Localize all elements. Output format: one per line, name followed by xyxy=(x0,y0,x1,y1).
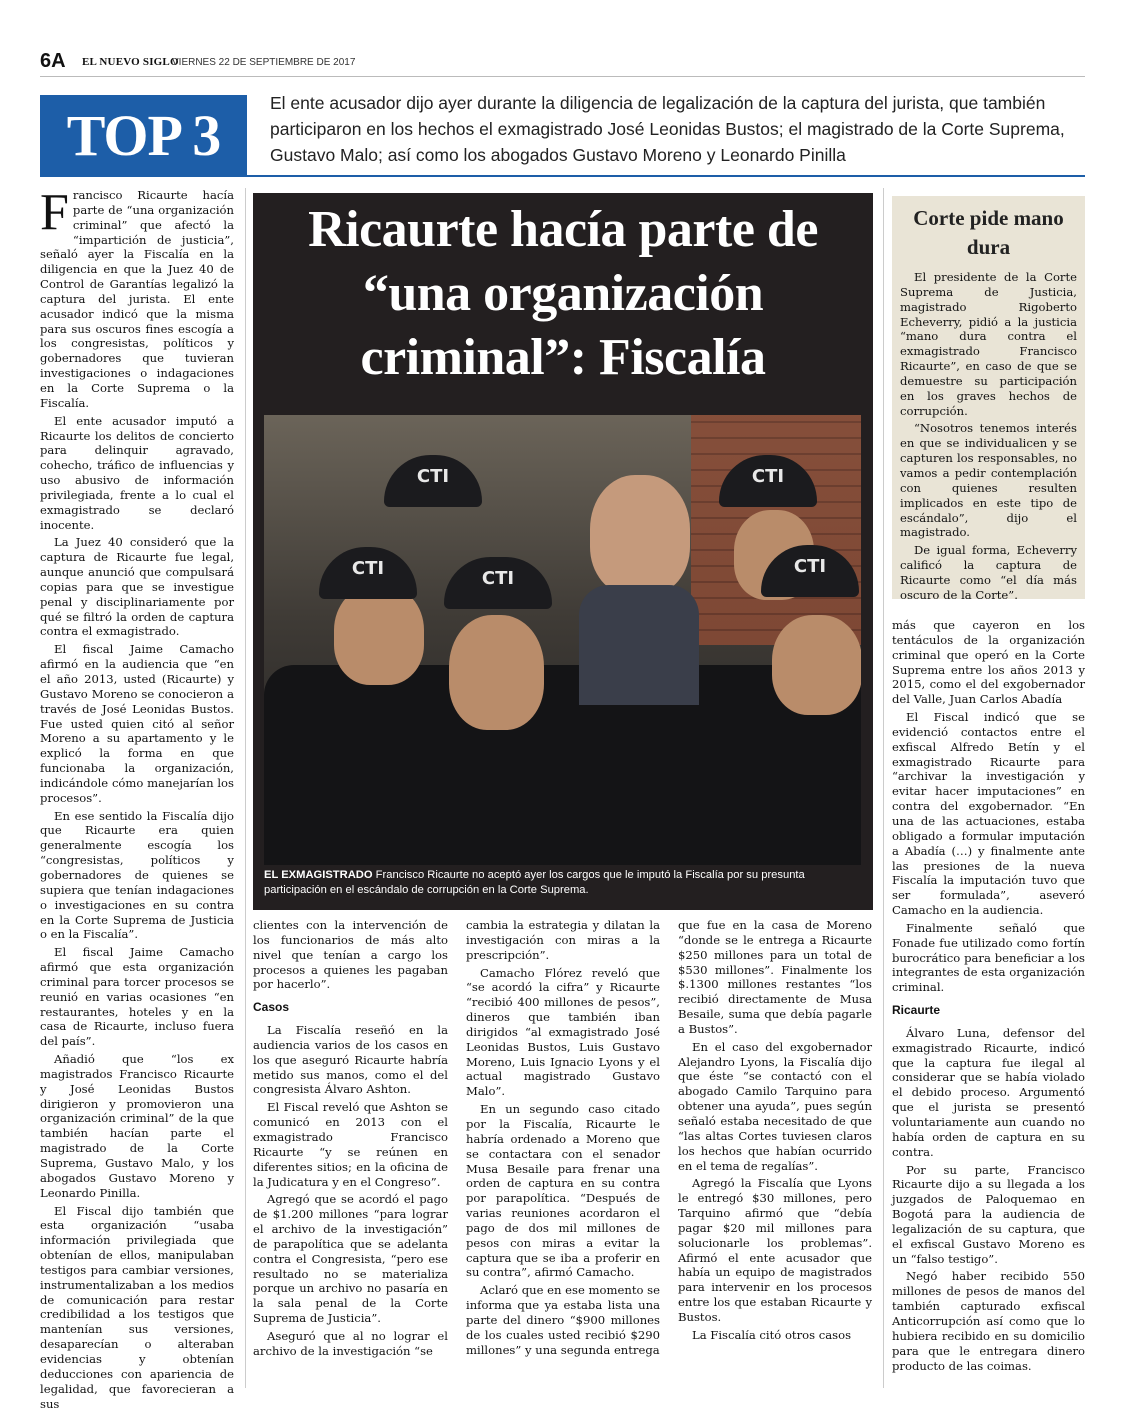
cti-cap: CTI xyxy=(319,547,417,599)
paragraph: más que cayeron en los tentáculos de la organización criminal que operó en la Corte Suprema entre los años 2013 y 2015, como el del exgobernador del Valle, Juan Carlos Abadía xyxy=(892,618,1085,707)
article-column-2 xyxy=(253,918,448,1362)
paragraph: Álvaro Luna, defensor del exmagistrado Ricaurte, indicó que la captura fue ilegal al considerar que se había violado el debido proceso. Argumentó que el jurista se presentó voluntariamente aun cuando no había orden de captura en su contra. xyxy=(892,1025,1085,1159)
paragraph: De igual forma, Echeverry calificó la captura de Ricaurte como “el día más oscuro de la Corte”. xyxy=(900,543,1077,602)
sidebar-text xyxy=(900,270,1077,606)
paragraph: Negó haber recibido 550 millones de pesos de manos del también capturado exfiscal Anticorrupción así como que lo hubiera recibido en su domicilio para que le entregara dinero producto de las coimas. xyxy=(892,1269,1085,1373)
article-column-3 xyxy=(466,918,660,1360)
officer-face xyxy=(772,615,861,715)
paragraph: que fue en la casa de Moreno “donde se le entrega a Ricaurte $250 millones para un total de $530 millones”. Finalmente los $.1300 millones restantes “los recibió directamente de Musa Besaile, suma que debía pagarle a Bustos”. xyxy=(678,918,872,1036)
paragraph: Añadió que “los ex magistrados Francisco Ricaurte y José Leonidas Bustos dirigieron y promovieron una organización criminal” de la que también hacían parte el magistrado de la Corte Suprema, Gustavo Malo, y los abogados Gustavo Moreno y Leonardo Pinilla. xyxy=(40,1052,234,1200)
cti-cap: CTI xyxy=(761,545,859,597)
subheading: Ricaurte xyxy=(892,1003,941,1018)
news-photo xyxy=(264,415,861,865)
paragraph: Agregó la Fiscalía que Lyons le entregó $30 millones, pero Tarquino afirmó que “debía pagar $20 mil millones para solucionarle los problemas”. Afirmó el ente acusador que había un equipo de magistrados para intervenir en los procesos entre los que estaban Ricaurte y Bustos. xyxy=(678,1176,872,1324)
paragraph: Por su parte, Francisco Ricaurte dijo a su llegada a los juzgados de Paloquemao en Bogotá para la audiencia de legalización de su captura, que el exfiscal Gustavo Moreno es un “falso testigo”. xyxy=(892,1162,1085,1266)
newspaper-name: EL NUEVO SIGLO xyxy=(82,56,179,68)
paragraph: En el caso del exgobernador Alejandro Lyons, la Fiscalía dijo que éste “se contactó con el abogado Camilo Tarquino para obtener una ayuda”, pues según señaló estaba necesitado de que “las altas Cortes tuviesen claros los hechos que habían ocurrido en el tema de regalías”. xyxy=(678,1039,872,1173)
paragraph: cambia la estrategia y dilatan la investigación con miras a la prescripción”. xyxy=(466,918,660,962)
caption-lead: EL EXMAGISTRADO xyxy=(264,869,373,881)
sidebar-title: Corte pide mano dura xyxy=(913,206,1064,259)
caption-text: Francisco Ricaurte no aceptó ayer los cargos que le imputó la Fiscalía por su presunta participación en el escándalo de corrupción en la Corte Suprema. xyxy=(264,869,805,896)
subheading: Casos xyxy=(253,1000,290,1015)
paragraph: Aseguró que al no lograr el archivo de la investigación “se xyxy=(253,1328,448,1358)
paragraph: Francisco Ricaurte hacía parte de “una organización criminal” que afectó la “impartición de justicia”, señaló ayer la Fiscalía en la diligencia en que la Juez 40 de Control de Garantías legalizó la captura del jurista. El ente acusador indicó que la misma para sus oscuros fines escogía a los congresistas, políticos y gobernadores que tuvieran investigaciones o indagaciones en la Corte Suprema o la Fiscalía. xyxy=(40,184,234,410)
detainee-face xyxy=(590,475,690,595)
paragraph: El fiscal Jaime Camacho afirmó en la audiencia que “en el año 2013, usted (Ricaurte) y Gustavo Moreno se conocieron a través de José Leonidas Bustos. Fue usted quien citó al señor Moreno a su apartamento y le explicó la forma en que funcionaba la organización, indicándole cómo manejarían los procesos”. xyxy=(40,642,234,805)
photo-caption xyxy=(264,868,864,898)
paragraph: clientes con la intervención de los funcionarios de más alto nivel que tenían a cargo los procesos a quienes les pagaban por hacerlo”. xyxy=(253,918,448,992)
paragraph: Aclaró que en ese momento se informa que ya estaba lista una parte del dinero “$900 millones de los cuales usted recibió $290 millones” y una segunda entrega xyxy=(466,1283,660,1357)
headline: Ricaurte hacía parte de “una organización criminal”: Fiscalía xyxy=(308,201,818,386)
paragraph: El fiscal Jaime Camacho afirmó que esta organización criminal para torcer procesos se reunió en varias ocasiones “en restaurantes, hoteles y en la casa de Ricaurte, incluso fuera del país”. xyxy=(40,945,234,1049)
paragraph: La Juez 40 consideró que la captura de Ricaurte fue legal, aunque anunció que compulsará copias para que se investigue penal y disciplinariamente por qué se filtró la orden de captura contra el exmagistrado. xyxy=(40,535,234,639)
paragraph: La Fiscalía reseñó en la audiencia varios de los casos en los que aseguró Ricaurte habría metido sus manos, como el del congresista Álvaro Ashton. xyxy=(253,1023,448,1097)
paragraph: El Fiscal reveló que Ashton se comunicó en 2013 con el exmagistrado Francisco Ricaurte “y se reúnen en diferentes sitios; en la oficina de la Judicatura y en el Congreso”. xyxy=(253,1100,448,1189)
paragraph: En un segundo caso citado por la Fiscalía, Ricaurte le habría ordenado a Moreno que se contactara con el senador Musa Besaile para frenar una orden de captura en su contra por parapolítica. “Después de varias reuniones acordaron el pago de dos mil millones de pesos con miras a evitar la captura que se iba a proferir en su contra”, afirmó Camacho. xyxy=(466,1102,660,1280)
deck-summary: El ente acusador dijo ayer durante la diligencia de legalización de la captura del jurista, que también participaron en los hechos el exmagistrado José Leonidas Bustos; el magistrado de la Corte Suprema, Gustavo Malo; así como los abogados Gustavo Moreno y Leonardo Pinilla xyxy=(270,93,1065,165)
cti-cap: CTI xyxy=(444,557,552,609)
section-label: TOP 3 xyxy=(40,95,247,177)
article-column-5 xyxy=(892,618,1085,1376)
page-header xyxy=(40,50,1085,77)
detainee-suit xyxy=(579,585,699,705)
drop-cap: F xyxy=(40,184,69,241)
paragraph: La Fiscalía citó otros casos xyxy=(692,1327,852,1342)
paragraph: Camacho Flórez reveló que “se acordó la cifra” y Ricaurte “recibió 400 millones de pesos”, dineros que también iban dirigidos “al exmagistrado José Leonidas Bustos, Luis Gustavo Moreno, Luis Ignacio Lyons y el actual magistrado Gustavo Malo”. xyxy=(466,965,660,1099)
paragraph: Finalmente señaló que Fonade fue utilizado como fortín burocrático para beneficiar a los integrantes de esta organización criminal. xyxy=(892,920,1085,995)
paragraph: El Fiscal dijo también que esta organización “usaba información privilegiada que obtenían de ellos, manipulaban testigos para cambiar versiones, instrumentalizaban a los medios de comunicación para restar credibilidad a los testigos que mantenían sus versiones, desaparecían o alteraban evidencias y obtenían deducciones con apariencia de legalidad, que favorecieran a sus xyxy=(40,1203,234,1411)
paragraph: “Nosotros tenemos interés en que se individualicen y se capturen los responsables, no vamos a pedir contemplación con quienes resulten implicados en este tipo de escándalo”, dijo el magistrado. xyxy=(900,421,1077,540)
page-number: 6A xyxy=(40,50,66,72)
paragraph: El presidente de la Corte Suprema de Justicia, magistrado Rigoberto Echeverry, pidió a la justicia “mano dura contra el exmagistrado Francisco Ricaurte”, en caso de que se demuestre su participación en los graves hechos de corrupción. xyxy=(900,270,1077,418)
cti-cap: CTI xyxy=(719,455,817,507)
officer-face xyxy=(334,585,424,685)
column-divider xyxy=(883,188,884,1388)
paragraph: Agregó que se acordó el pago de $1.200 millones “para lograr el archivo de la investigación” de parapolítica que se adelanta contra el Congresista, “pero ese resultado no se materializa porque un archivo no pasaría en la sala penal de la Corte Suprema de Justicia”. xyxy=(253,1192,448,1326)
paragraph: El ente acusador imputó a Ricaurte los delitos de concierto para delinquir agravado, cohecho, tráfico de influencias y uso abusivo de información privilegiada, frente a lo cual el exmagistrado se declaró inocente. xyxy=(40,413,234,532)
article-column-4 xyxy=(678,918,872,1346)
cti-cap: CTI xyxy=(384,455,482,507)
section-rule xyxy=(247,175,1085,177)
paragraph: En ese sentido la Fiscalía dijo que Ricaurte era quien generalmente escogía los “congresistas, políticos y gobernadores de quienes se supiera que tenían indagaciones o investigaciones en su contra en la Corte Suprema de Justicia o en la Fiscalía”. xyxy=(40,808,234,942)
article-column-1 xyxy=(40,184,234,1414)
officer-face xyxy=(449,615,544,730)
officers-uniforms xyxy=(264,665,861,865)
issue-date: VIERNES 22 DE SEPTIEMBRE DE 2017 xyxy=(172,57,356,68)
column-divider xyxy=(245,188,246,1388)
paragraph: El Fiscal indicó que se evidenció contactos entre el exfiscal Alfredo Betín y el exmagistrado Ricaurte para “archivar la investigación y evitar hacer imputaciones” en contra del exgobernador. “En una de las actuaciones, estaba obligado a formular imputación a Abadía (…) y finalmente ante las presiones de la nueva Fiscalía la imputación tuvo que ser formulada”, aseveró Camacho en la audiencia. xyxy=(892,710,1085,918)
